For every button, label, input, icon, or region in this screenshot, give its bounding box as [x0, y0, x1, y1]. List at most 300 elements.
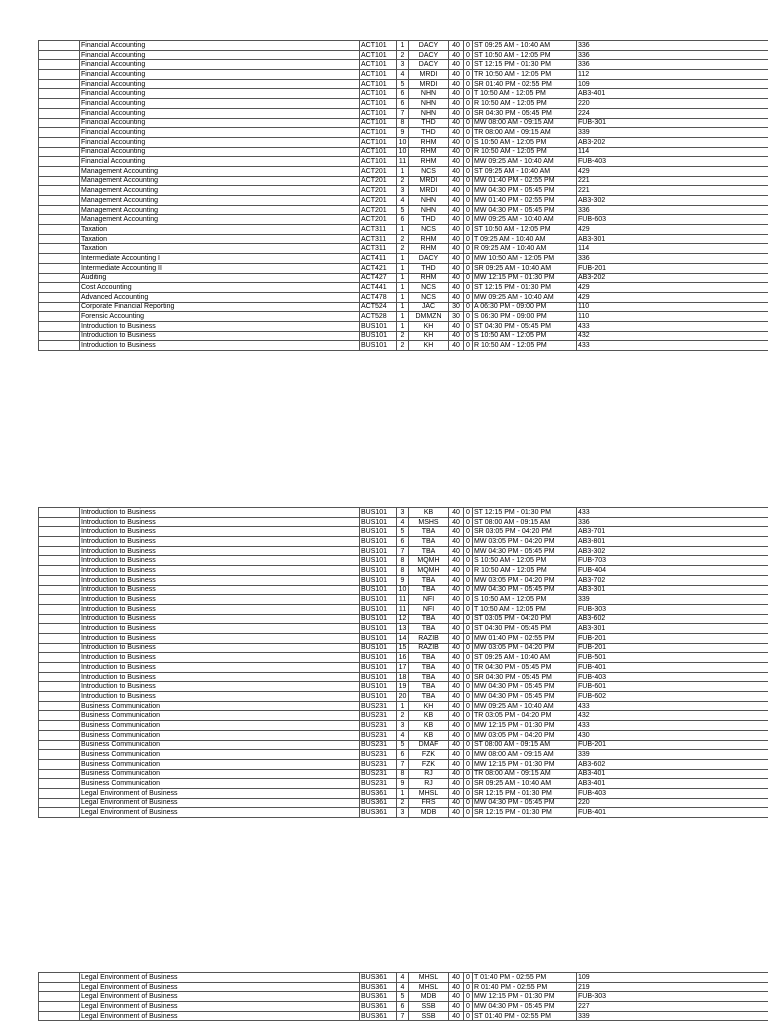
row-index-cell: [39, 653, 80, 663]
course-code-cell: BUS101: [360, 682, 397, 692]
capacity-cell: 40: [449, 682, 464, 692]
table-row: [39, 341, 768, 351]
table-row: [39, 273, 768, 283]
faculty-cell: NHN: [409, 196, 449, 206]
section-cell: 16: [397, 653, 409, 663]
capacity-cell: 40: [449, 604, 464, 614]
enrolled-cell: 0: [464, 331, 473, 341]
section-cell: 1: [397, 321, 409, 331]
course-title-cell: Introduction to Business: [80, 331, 360, 341]
section-cell: 11: [397, 604, 409, 614]
course-title-cell: Management Accounting: [80, 176, 360, 186]
room-cell: 110: [577, 302, 768, 312]
course-title-cell: Management Accounting: [80, 205, 360, 215]
row-index-cell: [39, 721, 80, 731]
row-index-cell: [39, 283, 80, 293]
course-code-cell: BUS361: [360, 982, 397, 992]
row-index-cell: [39, 624, 80, 634]
course-code-cell: BUS101: [360, 546, 397, 556]
room-cell: 220: [577, 99, 768, 109]
table-row: [39, 788, 768, 798]
course-title-cell: Introduction to Business: [80, 566, 360, 576]
section-cell: 5: [397, 992, 409, 1002]
enrolled-cell: 0: [464, 147, 473, 157]
room-cell: 430: [577, 730, 768, 740]
course-title-cell: Introduction to Business: [80, 575, 360, 585]
row-index-cell: [39, 517, 80, 527]
course-code-cell: ACT101: [360, 41, 397, 51]
row-index-cell: [39, 176, 80, 186]
capacity-cell: 40: [449, 99, 464, 109]
room-cell: 432: [577, 331, 768, 341]
section-cell: 7: [397, 1011, 409, 1021]
capacity-cell: 40: [449, 1011, 464, 1021]
row-index-cell: [39, 41, 80, 51]
capacity-cell: 40: [449, 41, 464, 51]
table-body: [39, 973, 768, 1021]
room-cell: FUB-602: [577, 692, 768, 702]
capacity-cell: 40: [449, 79, 464, 89]
section-cell: 1: [397, 225, 409, 235]
row-index-cell: [39, 614, 80, 624]
section-cell: 2: [397, 711, 409, 721]
capacity-cell: 40: [449, 701, 464, 711]
table-row: [39, 779, 768, 789]
enrolled-cell: 0: [464, 186, 473, 196]
course-code-cell: ACT421: [360, 263, 397, 273]
capacity-cell: 40: [449, 244, 464, 254]
table-row: [39, 128, 768, 138]
course-code-cell: ACT427: [360, 273, 397, 283]
enrolled-cell: 0: [464, 99, 473, 109]
table-row: [39, 624, 768, 634]
table-row: [39, 244, 768, 254]
row-index-cell: [39, 157, 80, 167]
course-title-cell: Introduction to Business: [80, 604, 360, 614]
schedule-time-cell: MW 03:05 PM - 04:20 PM: [473, 537, 577, 547]
capacity-cell: 40: [449, 982, 464, 992]
section-cell: 1: [397, 302, 409, 312]
schedule-time-cell: MW 04:30 PM - 05:45 PM: [473, 1002, 577, 1012]
schedule-time-cell: T 01:40 PM - 02:55 PM: [473, 973, 577, 983]
section-cell: 7: [397, 546, 409, 556]
faculty-cell: KB: [409, 508, 449, 518]
course-title-cell: Financial Accounting: [80, 147, 360, 157]
course-code-cell: ACT201: [360, 176, 397, 186]
enrolled-cell: 0: [464, 283, 473, 293]
course-code-cell: ACT101: [360, 89, 397, 99]
capacity-cell: 40: [449, 769, 464, 779]
course-title-cell: Introduction to Business: [80, 672, 360, 682]
course-title-cell: Introduction to Business: [80, 556, 360, 566]
section-cell: 4: [397, 517, 409, 527]
row-index-cell: [39, 341, 80, 351]
table-row: [39, 798, 768, 808]
schedule-time-cell: MW 03:05 PM - 04:20 PM: [473, 730, 577, 740]
course-title-cell: Financial Accounting: [80, 157, 360, 167]
course-code-cell: ACT101: [360, 137, 397, 147]
section-cell: 2: [397, 341, 409, 351]
course-title-cell: Management Accounting: [80, 196, 360, 206]
schedule-time-cell: ST 04:30 PM - 05:45 PM: [473, 321, 577, 331]
section-cell: 6: [397, 1002, 409, 1012]
schedule-time-cell: ST 01:40 PM - 02:55 PM: [473, 1011, 577, 1021]
schedule-time-cell: SR 03:05 PM - 04:20 PM: [473, 527, 577, 537]
capacity-cell: 40: [449, 663, 464, 673]
room-cell: AB3-202: [577, 273, 768, 283]
section-cell: 1: [397, 283, 409, 293]
capacity-cell: 40: [449, 992, 464, 1002]
section-cell: 6: [397, 215, 409, 225]
course-code-cell: BUS101: [360, 566, 397, 576]
row-index-cell: [39, 682, 80, 692]
enrolled-cell: 0: [464, 653, 473, 663]
section-cell: 5: [397, 527, 409, 537]
enrolled-cell: 0: [464, 575, 473, 585]
schedule-time-cell: TR 08:00 AM - 09:15 AM: [473, 128, 577, 138]
faculty-cell: RAZIB: [409, 643, 449, 653]
schedule-time-cell: T 10:50 AM - 12:05 PM: [473, 89, 577, 99]
schedule-table-1: [38, 40, 768, 351]
row-index-cell: [39, 70, 80, 80]
course-title-cell: Financial Accounting: [80, 137, 360, 147]
enrolled-cell: 0: [464, 108, 473, 118]
capacity-cell: 40: [449, 254, 464, 264]
faculty-cell: THD: [409, 118, 449, 128]
row-index-cell: [39, 546, 80, 556]
section-cell: 6: [397, 537, 409, 547]
enrolled-cell: 0: [464, 508, 473, 518]
row-index-cell: [39, 1011, 80, 1021]
room-cell: 227: [577, 1002, 768, 1012]
section-cell: 9: [397, 128, 409, 138]
room-cell: 433: [577, 508, 768, 518]
course-title-cell: Introduction to Business: [80, 508, 360, 518]
schedule-time-cell: SR 04:30 PM - 05:45 PM: [473, 672, 577, 682]
schedule-time-cell: TR 03:05 PM - 04:20 PM: [473, 711, 577, 721]
schedule-time-cell: ST 09:25 AM - 10:40 AM: [473, 653, 577, 663]
schedule-time-cell: ST 12:15 PM - 01:30 PM: [473, 508, 577, 518]
schedule-time-cell: MW 09:25 AM - 10:40 AM: [473, 157, 577, 167]
schedule-time-cell: MW 08:00 AM - 09:15 AM: [473, 118, 577, 128]
capacity-cell: 40: [449, 585, 464, 595]
capacity-cell: 40: [449, 176, 464, 186]
table-row: [39, 99, 768, 109]
course-code-cell: BUS101: [360, 663, 397, 673]
row-index-cell: [39, 263, 80, 273]
row-index-cell: [39, 147, 80, 157]
schedule-time-cell: A 06:30 PM - 09:00 PM: [473, 302, 577, 312]
section-cell: 8: [397, 556, 409, 566]
schedule-time-cell: MW 04:30 PM - 05:45 PM: [473, 205, 577, 215]
row-index-cell: [39, 808, 80, 818]
table-row: [39, 263, 768, 273]
row-index-cell: [39, 740, 80, 750]
room-cell: FUB-201: [577, 263, 768, 273]
faculty-cell: SSB: [409, 1011, 449, 1021]
course-code-cell: BUS361: [360, 1002, 397, 1012]
row-index-cell: [39, 992, 80, 1002]
schedule-time-cell: SR 09:25 AM - 10:40 AM: [473, 263, 577, 273]
faculty-cell: DMAF: [409, 740, 449, 750]
course-title-cell: Auditing: [80, 273, 360, 283]
course-title-cell: Intermediate Accounting II: [80, 263, 360, 273]
capacity-cell: 40: [449, 331, 464, 341]
capacity-cell: 40: [449, 643, 464, 653]
schedule-time-cell: S 10:50 AM - 12:05 PM: [473, 556, 577, 566]
enrolled-cell: 0: [464, 128, 473, 138]
table-row: [39, 808, 768, 818]
table-row: [39, 50, 768, 60]
table-row: [39, 157, 768, 167]
row-index-cell: [39, 730, 80, 740]
faculty-cell: RHM: [409, 157, 449, 167]
course-code-cell: ACT311: [360, 225, 397, 235]
room-cell: AB3-301: [577, 624, 768, 634]
capacity-cell: 40: [449, 147, 464, 157]
faculty-cell: KB: [409, 711, 449, 721]
schedule-time-cell: MW 12:15 PM - 01:30 PM: [473, 273, 577, 283]
course-title-cell: Financial Accounting: [80, 108, 360, 118]
faculty-cell: TBA: [409, 653, 449, 663]
row-index-cell: [39, 89, 80, 99]
course-code-cell: ACT524: [360, 302, 397, 312]
schedule-time-cell: ST 10:50 AM - 12:05 PM: [473, 225, 577, 235]
section-cell: 10: [397, 585, 409, 595]
room-cell: FUB-403: [577, 788, 768, 798]
table-row: [39, 701, 768, 711]
row-index-cell: [39, 196, 80, 206]
section-cell: 7: [397, 759, 409, 769]
table-row: [39, 166, 768, 176]
room-cell: 336: [577, 205, 768, 215]
course-title-cell: Introduction to Business: [80, 653, 360, 663]
capacity-cell: 40: [449, 292, 464, 302]
enrolled-cell: 0: [464, 215, 473, 225]
table-row: [39, 643, 768, 653]
room-cell: 339: [577, 1011, 768, 1021]
schedule-time-cell: R 10:50 AM - 12:05 PM: [473, 147, 577, 157]
course-title-cell: Financial Accounting: [80, 99, 360, 109]
table-row: [39, 759, 768, 769]
enrolled-cell: 0: [464, 740, 473, 750]
section-cell: 1: [397, 263, 409, 273]
row-index-cell: [39, 537, 80, 547]
row-index-cell: [39, 701, 80, 711]
table-row: [39, 225, 768, 235]
table-row: [39, 1002, 768, 1012]
course-title-cell: Introduction to Business: [80, 546, 360, 556]
schedule-time-cell: MW 03:05 PM - 04:20 PM: [473, 643, 577, 653]
course-title-cell: Introduction to Business: [80, 517, 360, 527]
faculty-cell: DACY: [409, 50, 449, 60]
table-row: [39, 137, 768, 147]
course-code-cell: BUS231: [360, 701, 397, 711]
table-row: [39, 176, 768, 186]
enrolled-cell: 0: [464, 205, 473, 215]
faculty-cell: TBA: [409, 585, 449, 595]
row-index-cell: [39, 769, 80, 779]
table-row: [39, 585, 768, 595]
faculty-cell: DACY: [409, 41, 449, 51]
course-title-cell: Taxation: [80, 234, 360, 244]
course-code-cell: ACT528: [360, 312, 397, 322]
room-cell: 336: [577, 60, 768, 70]
faculty-cell: MDB: [409, 992, 449, 1002]
table-row: [39, 89, 768, 99]
row-index-cell: [39, 798, 80, 808]
section-cell: 8: [397, 566, 409, 576]
row-index-cell: [39, 982, 80, 992]
faculty-cell: KH: [409, 341, 449, 351]
course-code-cell: ACT478: [360, 292, 397, 302]
course-title-cell: Financial Accounting: [80, 70, 360, 80]
row-index-cell: [39, 1002, 80, 1012]
course-code-cell: ACT101: [360, 60, 397, 70]
table-row: [39, 692, 768, 702]
table-row: [39, 721, 768, 731]
faculty-cell: RJ: [409, 779, 449, 789]
enrolled-cell: 0: [464, 517, 473, 527]
faculty-cell: TBA: [409, 682, 449, 692]
course-title-cell: Business Communication: [80, 759, 360, 769]
table-row: [39, 70, 768, 80]
schedule-time-cell: R 01:40 PM - 02:55 PM: [473, 982, 577, 992]
row-index-cell: [39, 711, 80, 721]
table-row: [39, 108, 768, 118]
faculty-cell: TBA: [409, 692, 449, 702]
faculty-cell: KB: [409, 721, 449, 731]
table-row: [39, 633, 768, 643]
room-cell: AB3-302: [577, 546, 768, 556]
capacity-cell: 40: [449, 517, 464, 527]
row-index-cell: [39, 759, 80, 769]
course-code-cell: BUS231: [360, 730, 397, 740]
table-row: [39, 614, 768, 624]
enrolled-cell: 0: [464, 273, 473, 283]
capacity-cell: 40: [449, 653, 464, 663]
course-code-cell: ACT311: [360, 244, 397, 254]
room-cell: AB3-702: [577, 575, 768, 585]
faculty-cell: NCS: [409, 225, 449, 235]
course-code-cell: ACT101: [360, 147, 397, 157]
schedule-time-cell: R 10:50 AM - 12:05 PM: [473, 99, 577, 109]
row-index-cell: [39, 672, 80, 682]
schedule-time-cell: TR 10:50 AM - 12:05 PM: [473, 70, 577, 80]
faculty-cell: MHSL: [409, 788, 449, 798]
row-index-cell: [39, 273, 80, 283]
schedule-time-cell: S 10:50 AM - 12:05 PM: [473, 595, 577, 605]
schedule-time-cell: T 10:50 AM - 12:05 PM: [473, 604, 577, 614]
section-cell: 4: [397, 730, 409, 740]
section-cell: 13: [397, 624, 409, 634]
faculty-cell: THD: [409, 128, 449, 138]
faculty-cell: SSB: [409, 1002, 449, 1012]
table-row: [39, 508, 768, 518]
row-index-cell: [39, 128, 80, 138]
course-title-cell: Corporate Financial Reporting: [80, 302, 360, 312]
course-code-cell: BUS361: [360, 798, 397, 808]
room-cell: FUB-303: [577, 604, 768, 614]
capacity-cell: 40: [449, 692, 464, 702]
course-code-cell: BUS231: [360, 721, 397, 731]
row-index-cell: [39, 527, 80, 537]
capacity-cell: 40: [449, 721, 464, 731]
room-cell: AB3-301: [577, 585, 768, 595]
schedule-time-cell: MW 04:30 PM - 05:45 PM: [473, 682, 577, 692]
capacity-cell: 40: [449, 60, 464, 70]
row-index-cell: [39, 225, 80, 235]
enrolled-cell: 0: [464, 633, 473, 643]
course-code-cell: ACT101: [360, 157, 397, 167]
capacity-cell: 40: [449, 118, 464, 128]
table-row: [39, 234, 768, 244]
course-title-cell: Financial Accounting: [80, 79, 360, 89]
course-title-cell: Financial Accounting: [80, 89, 360, 99]
row-index-cell: [39, 254, 80, 264]
faculty-cell: RHM: [409, 147, 449, 157]
faculty-cell: MRDI: [409, 176, 449, 186]
schedule-time-cell: R 09:25 AM - 10:40 AM: [473, 244, 577, 254]
course-code-cell: ACT311: [360, 234, 397, 244]
faculty-cell: TBA: [409, 624, 449, 634]
row-index-cell: [39, 302, 80, 312]
table-row: [39, 672, 768, 682]
course-title-cell: Business Communication: [80, 779, 360, 789]
enrolled-cell: 0: [464, 769, 473, 779]
faculty-cell: THD: [409, 263, 449, 273]
room-cell: FUB-501: [577, 653, 768, 663]
course-code-cell: ACT101: [360, 79, 397, 89]
faculty-cell: NFI: [409, 595, 449, 605]
row-index-cell: [39, 750, 80, 760]
enrolled-cell: 0: [464, 643, 473, 653]
capacity-cell: 40: [449, 537, 464, 547]
schedule-time-cell: MW 09:25 AM - 10:40 AM: [473, 292, 577, 302]
table-row: [39, 653, 768, 663]
schedule-time-cell: MW 04:30 PM - 05:45 PM: [473, 692, 577, 702]
enrolled-cell: 0: [464, 663, 473, 673]
enrolled-cell: 0: [464, 70, 473, 80]
capacity-cell: 40: [449, 89, 464, 99]
table-row: [39, 186, 768, 196]
schedule-time-cell: S 10:50 AM - 12:05 PM: [473, 331, 577, 341]
schedule-time-cell: MW 01:40 PM - 02:55 PM: [473, 196, 577, 206]
faculty-cell: KH: [409, 701, 449, 711]
schedule-time-cell: MW 12:15 PM - 01:30 PM: [473, 721, 577, 731]
capacity-cell: 40: [449, 50, 464, 60]
course-title-cell: Business Communication: [80, 711, 360, 721]
enrolled-cell: 0: [464, 808, 473, 818]
table-row: [39, 302, 768, 312]
enrolled-cell: 0: [464, 556, 473, 566]
row-index-cell: [39, 508, 80, 518]
schedule-time-cell: MW 04:30 PM - 05:45 PM: [473, 585, 577, 595]
table-row: [39, 546, 768, 556]
room-cell: AB3-602: [577, 614, 768, 624]
course-code-cell: BUS101: [360, 537, 397, 547]
course-title-cell: Business Communication: [80, 701, 360, 711]
enrolled-cell: 0: [464, 624, 473, 634]
faculty-cell: DACY: [409, 60, 449, 70]
capacity-cell: 40: [449, 263, 464, 273]
row-index-cell: [39, 137, 80, 147]
section-cell: 4: [397, 196, 409, 206]
row-index-cell: [39, 604, 80, 614]
capacity-cell: 40: [449, 196, 464, 206]
capacity-cell: 40: [449, 614, 464, 624]
row-index-cell: [39, 108, 80, 118]
